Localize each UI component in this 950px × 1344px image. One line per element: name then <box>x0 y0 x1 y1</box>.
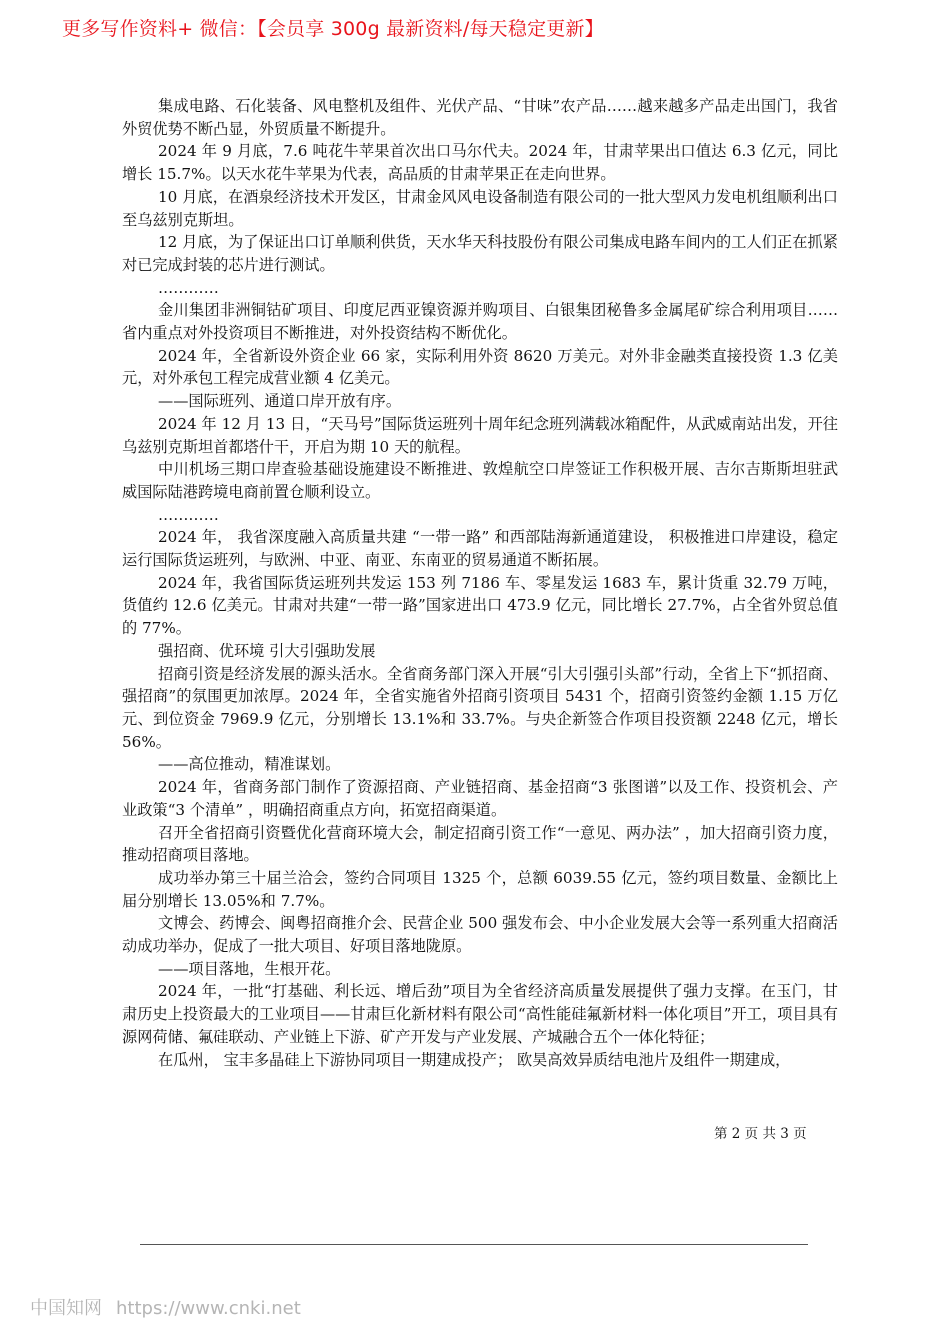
paragraph: 2024 年，我省国际货运班列共发运 153 列 7186 车、零星发运 1683 车，累计货重 32.79 万吨，货值约 12.6 亿美元。甘肃对共建“一带一路”国家进出口 473.9 亿元，同比增长 27.7%，占全省外贸总值的 77%。 <box>122 573 838 638</box>
section-heading: 强招商、优环境 引大引强助发展 <box>158 641 376 660</box>
paragraph: 在瓜州， 宝丰多晶硅上下游协同项目一期建成投产； 欧昊高效异质结电池片及组件一期建成， <box>158 1050 791 1069</box>
document-body <box>122 95 838 1071</box>
paragraph: 招商引资是经济发展的源头活水。全省商务部门深入开展“引大引强引头部”行动，全省上下“抓招商、强招商”的氛围更加浓厚。2024 年，全省实施省外招商引资项目 5431 个，招商引资签约金额 1.15 万亿元、到位资金 7969.9 亿元，分别增长 13.1%和 33.7%。与央企新签合作项目投资额 2248 亿元，增长 56%。 <box>122 664 838 751</box>
paragraph-ellipsis: ………… <box>158 505 219 524</box>
paragraph: 2024 年，一批“打基础、利长远、增后劲”项目为全省经济高质量发展提供了强力支撑。在玉门，甘肃历史上投资最大的工业项目——甘肃巨化新材料有限公司“高性能硅氟新材料一体化项目”开工，项目具有源网荷储、氟硅联动、产业链上下游、矿产开发与产业发展、产城融合五个一体化特征； <box>122 982 838 1046</box>
paragraph: 成功举办第三十届兰洽会，签约合同项目 1325 个，总额 6039.55 亿元，签约项目数量、金额比上届分别增长 13.05%和 7.7%。 <box>122 868 838 910</box>
paragraph: 2024 年，全省新设外资企业 66 家，实际利用外资 8620 万美元。对外非金融类直接投资 1.3 亿美元，对外承包工程完成营业额 4 亿美元。 <box>122 346 838 388</box>
paragraph: 金川集团非洲铜钴矿项目、印度尼西亚镍资源并购项目、白银集团秘鲁多金属尾矿综合利用项目……省内重点对外投资项目不断推进，对外投资结构不断优化。 <box>122 301 838 343</box>
paragraph: 中川机场三期口岸查验基础设施建设不断推进、敦煌航空口岸签证工作积极开展、吉尔吉斯斯坦驻武威国际陆港跨境电商前置仓顺利设立。 <box>122 460 838 501</box>
paragraph: 12 月底，为了保证出口订单顺利供货，天水华天科技股份有限公司集成电路车间内的工人们正在抓紧对已完成封装的芯片进行测试。 <box>122 233 838 274</box>
paragraph: 召开全省招商引资暨优化营商环境大会，制定招商引资工作“一意见、两办法” ，加大招商引资力度，推动招商项目落地。 <box>122 823 838 865</box>
footer-divider <box>140 1244 808 1245</box>
page-number: 第 2 页 共 3 页 <box>714 1126 807 1142</box>
watermark-url: https://www.cnki.net <box>116 1298 301 1319</box>
paragraph-ellipsis: ………… <box>158 278 219 297</box>
paragraph: 10 月底，在酒泉经济技术开发区，甘肃金风风电设备制造有限公司的一批大型风力发电机组顺利出口至乌兹别克斯坦。 <box>122 187 838 229</box>
paragraph: 2024 年，省商务部门制作了资源招商、产业链招商、基金招商“3 张图谱”以及工作、投资机会、产业政策“3 个清单” ，明确招商重点方向，拓宽招商渠道。 <box>122 778 838 819</box>
paragraph: 2024 年 12 月 13 日，“天马号”国际货运班列十周年纪念班列满载冰箱配件，从武威南站出发，开往乌兹别克斯坦首都塔什干，开启为期 10 天的航程。 <box>122 414 838 456</box>
paragraph: 2024 年， 我省深度融入高质量共建 “一带一路” 和西部陆海新通道建设， 积极推进口岸建设，稳定运行国际货运班列，与欧洲、中亚、南亚、东南亚的贸易通道不断拓展。 <box>122 528 838 570</box>
cnki-watermark <box>30 1294 301 1320</box>
watermark-site-name: 中国知网 <box>30 1298 102 1319</box>
paragraph: 集成电路、石化装备、风电整机及组件、光伏产品、“甘味”农产品……越来越多产品走出国门，我省外贸优势不断凸显，外贸质量不断提升。 <box>122 97 838 138</box>
section-subheading: ——项目落地，生根开花。 <box>158 959 341 978</box>
paragraph: 2024 年 9 月底，7.6 吨花牛苹果首次出口马尔代夫。2024 年，甘肃苹果出口值达 6.3 亿元，同比增长 15.7%。以天水花牛苹果为代表，高品质的甘肃苹果正在走向世界。 <box>122 142 838 184</box>
section-subheading: ——国际班列、通道口岸开放有序。 <box>158 392 401 411</box>
section-subheading: ——高位推动，精准谋划。 <box>158 755 341 774</box>
promo-banner-link[interactable]: 更多写作资料+ 微信：【会员享 300g 最新资料/每天稳定更新】 <box>62 18 604 40</box>
paragraph: 文博会、药博会、闽粤招商推介会、民营企业 500 强发布会、中小企业发展大会等一系列重大招商活动成功举办，促成了一批大项目、好项目落地陇原。 <box>122 914 838 956</box>
